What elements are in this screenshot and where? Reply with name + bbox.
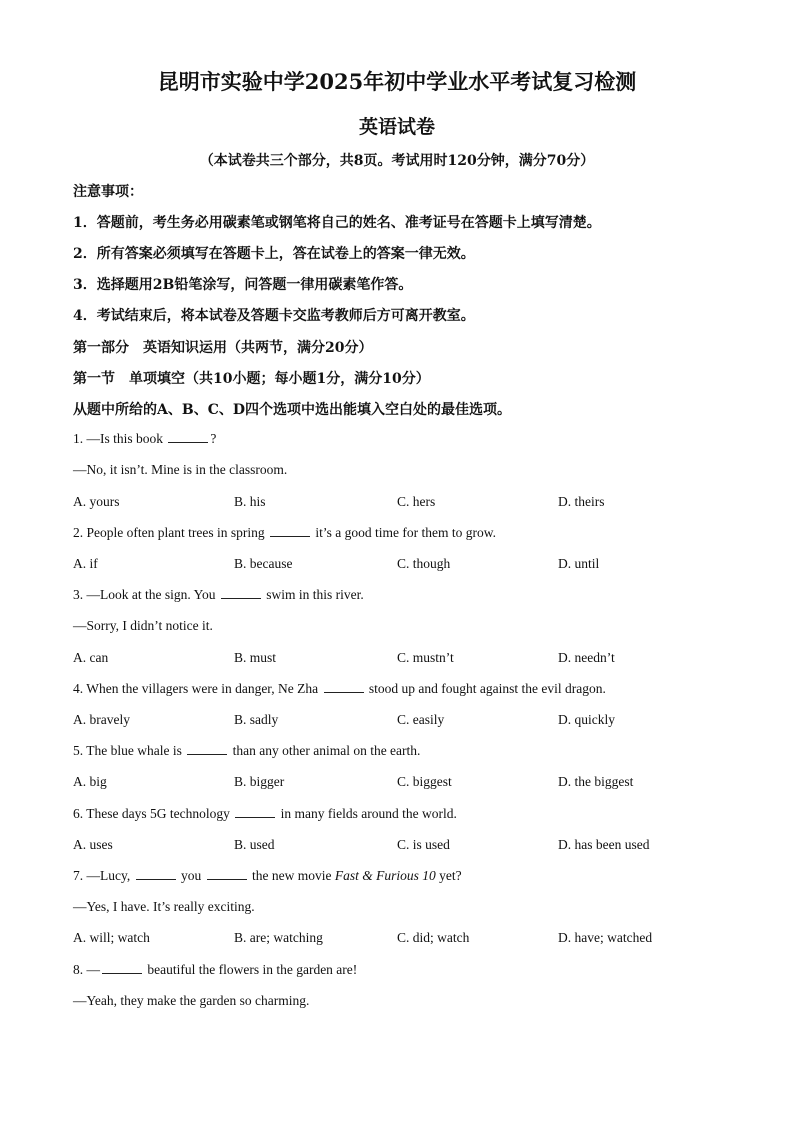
exam-subtitle: 英语试卷: [358, 116, 435, 138]
option-a: A. yours: [73, 494, 120, 509]
option-d: D. have; watched: [558, 930, 653, 945]
option-b: B. are; watching: [234, 930, 323, 945]
answer-blank: [235, 807, 275, 818]
option-b: B. sadly: [234, 712, 279, 727]
option-c: C. hers: [397, 494, 436, 509]
option-c: C. easily: [397, 712, 445, 727]
option-c: C. mustn’t: [397, 650, 454, 665]
option-d: D. the biggest: [558, 774, 634, 789]
question-2: 2. People often plant trees in spring it’s a good time for them to grow.: [73, 525, 496, 540]
answer-blank: [102, 963, 142, 974]
option-a: A. if: [73, 556, 98, 571]
part1-title: 第一部分 英语知识运用（共两节，满分20分）: [73, 340, 373, 356]
answer-blank: [221, 588, 261, 599]
section1-title: 第一节 单项填空（共10小题；每小题1分，满分10分）: [73, 371, 430, 387]
option-b: B. must: [234, 650, 277, 665]
movie-title: Fast & Furious 10: [334, 868, 436, 883]
answer-blank: [168, 432, 208, 443]
option-a: A. will; watch: [73, 930, 150, 945]
question-1: 1. —Is this book ?: [73, 431, 217, 446]
notice-heading: 注意事项：: [73, 184, 143, 200]
answer-blank: [324, 682, 364, 693]
option-c: C. did; watch: [397, 930, 470, 945]
notice-item-1: 1．答题前，考生务必用碳素笔或钢笔将自己的姓名、准考证号在答题卡上填写清楚。: [73, 215, 601, 231]
notice-item-4: 4．考试结束后，将本试卷及答题卡交监考教师后方可离开教室。: [73, 308, 475, 324]
option-d: D. theirs: [558, 494, 605, 509]
question-7-response: —Yes, I have. It’s really exciting.: [73, 899, 255, 914]
option-d: D. quickly: [558, 712, 615, 727]
answer-blank: [187, 744, 227, 755]
option-a: A. can: [73, 650, 109, 665]
question-3-response: —Sorry, I didn’t notice it.: [73, 618, 213, 633]
question-8-response: —Yeah, they make the garden so charming.: [73, 993, 310, 1008]
option-b: B. used: [234, 837, 275, 852]
option-d: D. needn’t: [558, 650, 615, 665]
question-4: 4. When the villagers were in danger, Ne Zha stood up and fought against the evil dragon.: [73, 681, 606, 696]
notice-item-3: 3．选择题用2B铅笔涂写，问答题一律用碳素笔作答。: [73, 277, 413, 293]
answer-blank: [207, 869, 247, 880]
exam-info: （本试卷共三个部分，共8页。考试用时120分钟，满分70分）: [199, 153, 595, 169]
option-b: B. his: [234, 494, 266, 509]
answer-blank: [270, 526, 310, 537]
option-c: C. is used: [397, 837, 450, 852]
question-8: 8. — beautiful the flowers in the garden are!: [73, 962, 358, 977]
question-1-response: —No, it isn’t. Mine is in the classroom.: [73, 462, 288, 477]
option-b: B. because: [234, 556, 293, 571]
answer-blank: [136, 869, 176, 880]
option-a: A. big: [73, 774, 107, 789]
option-a: A. uses: [73, 837, 113, 852]
question-6: 6. These days 5G technology in many fields around the world.: [73, 806, 457, 821]
option-d: D. has been used: [558, 837, 650, 852]
option-c: C. though: [397, 556, 451, 571]
option-d: D. until: [558, 556, 600, 571]
question-5: 5. The blue whale is than any other animal on the earth.: [73, 743, 421, 758]
question-3: 3. —Look at the sign. You swim in this river.: [73, 587, 364, 602]
option-c: C. biggest: [397, 774, 452, 789]
question-7: 7. —Lucy, you the new movie Fast & Furious 10 yet?: [73, 868, 462, 883]
exam-title: 昆明市实验中学2025年初中学业水平考试复习检测: [157, 69, 637, 94]
section1-instruction: 从题中所给的A、B、C、D四个选项中选出能填入空白处的最佳选项。: [73, 402, 511, 418]
option-b: B. bigger: [234, 774, 285, 789]
notice-item-2: 2．所有答案必须填写在答题卡上，答在试卷上的答案一律无效。: [73, 246, 475, 262]
option-a: A. bravely: [73, 712, 130, 727]
